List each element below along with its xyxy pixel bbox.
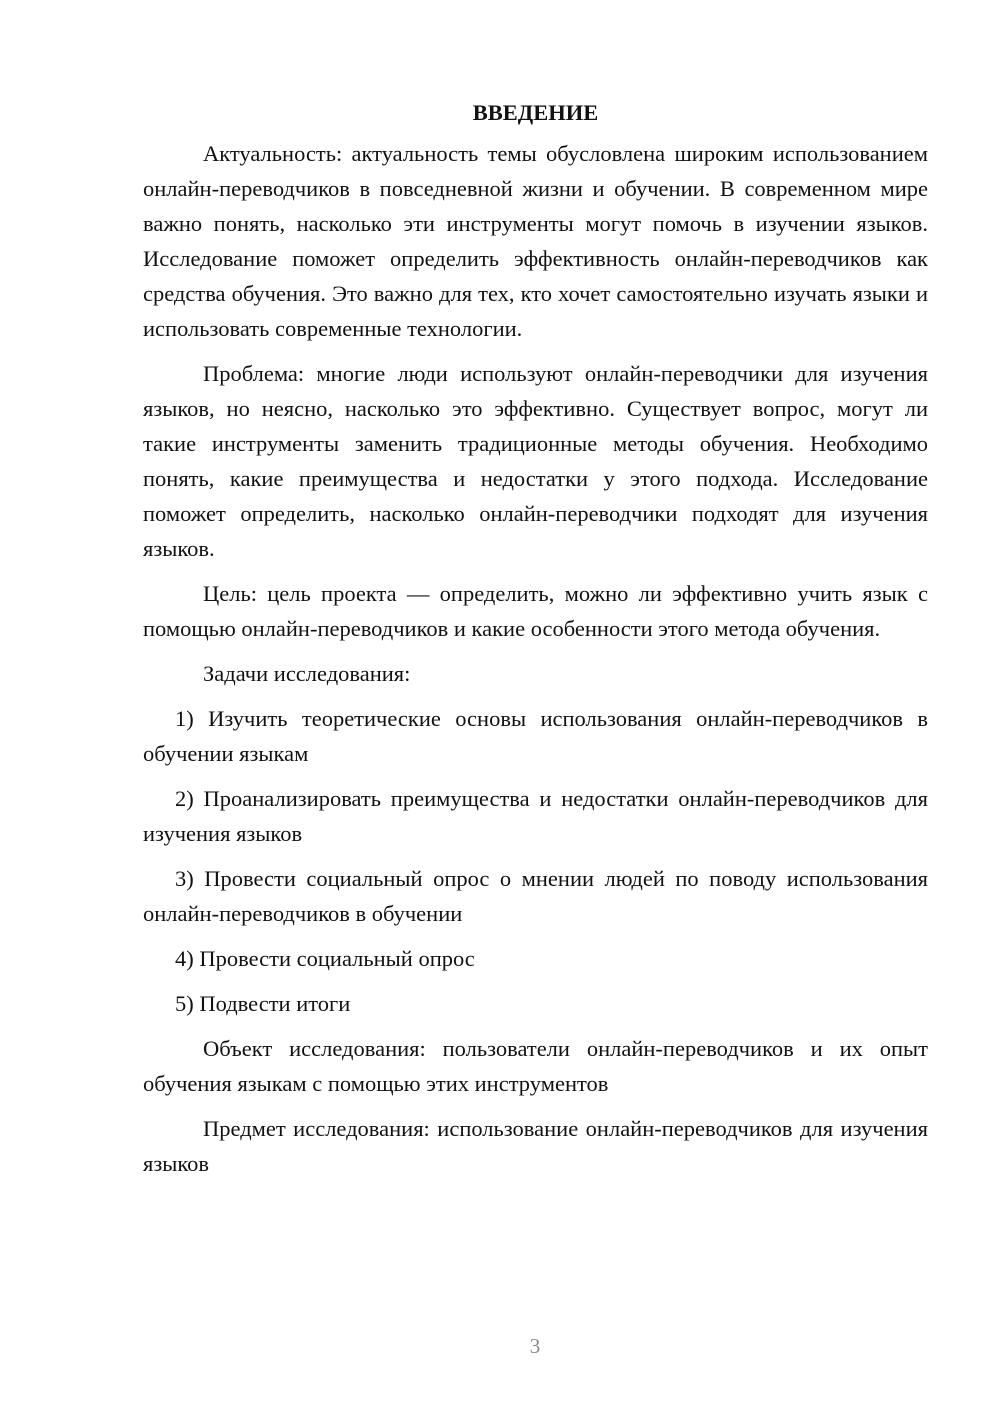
page-title: ВВЕДЕНИЕ	[472, 100, 599, 125]
task-item-5: 5) Подвести итоги	[175, 991, 351, 1016]
task-item-4: 4) Провести социальный опрос	[175, 946, 475, 971]
page-content	[143, 95, 928, 1191]
goal-paragraph: Цель: цель проекта — определить, можно ли эффективно учить язык с помощью онлайн-переводчиков и какие особенности этого метода обучения.	[143, 581, 928, 641]
task-item-3: 3) Провести социальный опрос о мнении людей по поводу использования онлайн-переводчиков в обучении	[143, 866, 928, 926]
subject-paragraph: Предмет исследования: использование онлайн-переводчиков для изучения языков	[143, 1116, 928, 1176]
tasks-heading: Задачи исследования:	[203, 661, 411, 686]
problem-paragraph: Проблема: многие люди используют онлайн-переводчики для изучения языков, но неясно, насколько это эффективно. Существует вопрос, могут ли такие инструменты заменить традиционные методы обучения. Необходимо понять, какие преимущества и недостатки у этого подхода. Исследование поможет определить, насколько онлайн-переводчики подходят для изучения языков.	[143, 361, 928, 561]
page-number: 3	[529, 1334, 541, 1358]
object-paragraph: Объект исследования: пользователи онлайн-переводчиков и их опыт обучения языкам с помощью этих инструментов	[143, 1036, 928, 1096]
relevance-paragraph: Актуальность: актуальность темы обусловлена широким использованием онлайн-переводчиков в повседневной жизни и обучении. В современном мире важно понять, насколько эти инструменты могут помочь в изучении языков. Исследование поможет определить эффективность онлайн-переводчиков как средства обучения. Это важно для тех, кто хочет самостоятельно изучать языки и использовать современные технологии.	[143, 141, 928, 341]
task-item-1: 1) Изучить теоретические основы использования онлайн-переводчиков в обучении языкам	[143, 706, 928, 766]
task-item-2: 2) Проанализировать преимущества и недостатки онлайн-переводчиков для изучения языков	[143, 786, 928, 846]
